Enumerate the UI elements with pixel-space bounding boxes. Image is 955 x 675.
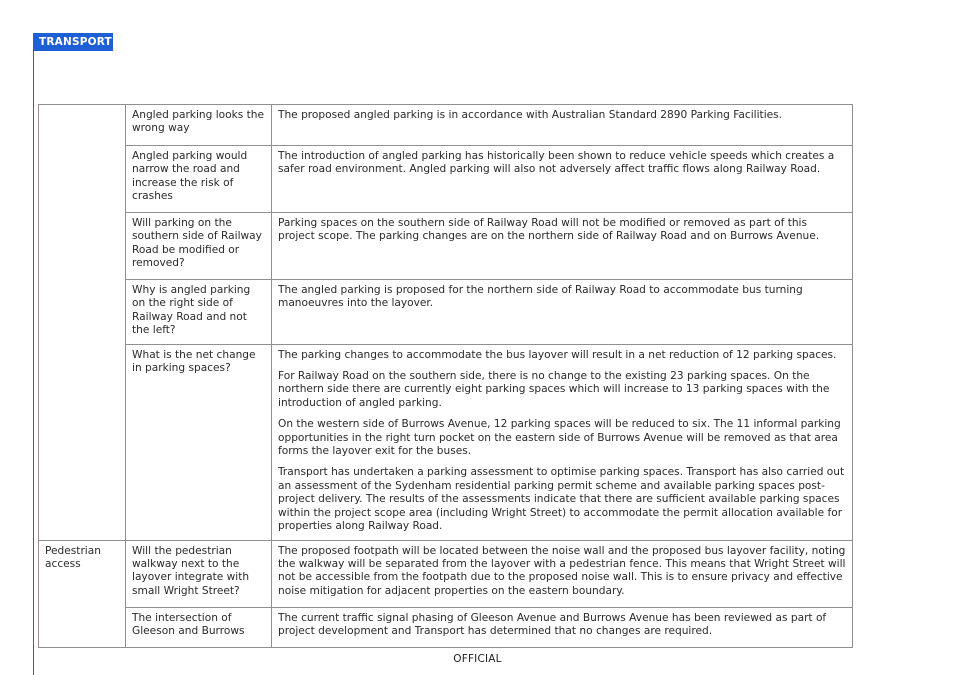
answer-paragraph: Parking spaces on the southern side of Railway Road will not be modified or removed as part of this project scope. The parking changes are on the northern side of Railway Road and on Burrows Avenue. — [278, 217, 820, 243]
answer-paragraph: On the western side of Burrows Avenue, 12 parking spaces will be reduced to six. The 11 informal parking opportunities in the right turn pocket on the eastern side of Burrows Avenue will be removed as that area forms the layover exit for the buses. — [278, 418, 841, 458]
table-row — [39, 607, 853, 647]
answer-cell — [272, 105, 853, 146]
answer-paragraph: The current traffic signal phasing of Gleeson Avenue and Burrows Avenue has been reviewed as part of project development and Transport has determined that no changes are required. — [278, 611, 827, 637]
table-row — [39, 540, 853, 607]
category-cell: Pedestrian access — [39, 540, 126, 647]
question-cell: Why is angled parking on the right side of Railway Road and not the left? — [126, 280, 272, 345]
faq-table — [38, 104, 853, 648]
answer-paragraph: The proposed footpath will be located between the noise wall and the proposed bus layover facility, noting the walkway will be separated from the layover with a pedestrian fence. This means that Wright Street will not be accessible from the footpath due to the proposed noise wall. This is to ensure privacy and effective noise mitigation for adjacent properties on the eastern boundary. — [278, 544, 846, 597]
question-cell: Will parking on the southern side of Railway Road be modified or removed? — [126, 213, 272, 280]
answer-cell — [272, 344, 853, 540]
answer-cell — [272, 213, 853, 280]
table-row — [39, 344, 853, 540]
question-cell: What is the net change in parking spaces? — [126, 344, 272, 540]
category-cell — [39, 105, 126, 541]
table-row — [39, 146, 853, 213]
answer-paragraph: The introduction of angled parking has historically been shown to reduce vehicle speeds which creates a safer road environment. Angled parking will also not adversely affect traffic flows along Railway Road. — [278, 150, 835, 176]
answer-cell — [272, 146, 853, 213]
answer-cell — [272, 280, 853, 345]
answer-paragraph: The angled parking is proposed for the northern side of Railway Road to accommodate bus turning manoeuvres into the layover. — [278, 284, 803, 310]
question-cell: Angled parking would narrow the road and increase the risk of crashes — [126, 146, 272, 213]
answer-cell — [272, 607, 853, 647]
table-row — [39, 280, 853, 345]
question-cell: Will the pedestrian walkway next to the layover integrate with small Wright Street? — [126, 540, 272, 607]
question-cell: Angled parking looks the wrong way — [126, 105, 272, 146]
answer-paragraph: The proposed angled parking is in accordance with Australian Standard 2890 Parking Facilities. — [278, 109, 783, 121]
answer-paragraph: For Railway Road on the southern side, there is no change to the existing 23 parking spaces. On the northern side there are currently eight parking spaces which will increase to 13 parking spaces with the introduction of angled parking. — [278, 370, 830, 409]
answer-cell — [272, 540, 853, 607]
answer-paragraph: The parking changes to accommodate the bus layover will result in a net reduction of 12 parking spaces. — [278, 348, 837, 361]
table-row — [39, 213, 853, 280]
question-cell: The intersection of Gleeson and Burrows — [126, 607, 272, 647]
answer-paragraph: Transport has undertaken a parking assessment to optimise parking spaces. Transport has also carried out an assessment of the Sydenham residential parking permit scheme and available parking spaces post-project delivery. The results of the assessments indicate that there are sufficient available parking spaces within the project scope area (including Wright Street) to accommodate the permit allocation available for properties along Railway Road. — [278, 466, 845, 533]
table-row — [39, 105, 853, 146]
security-classification-footer: OFFICIAL — [453, 653, 502, 665]
transport-tag: TRANSPORT — [33, 33, 113, 51]
brand-accent-line — [33, 51, 34, 675]
